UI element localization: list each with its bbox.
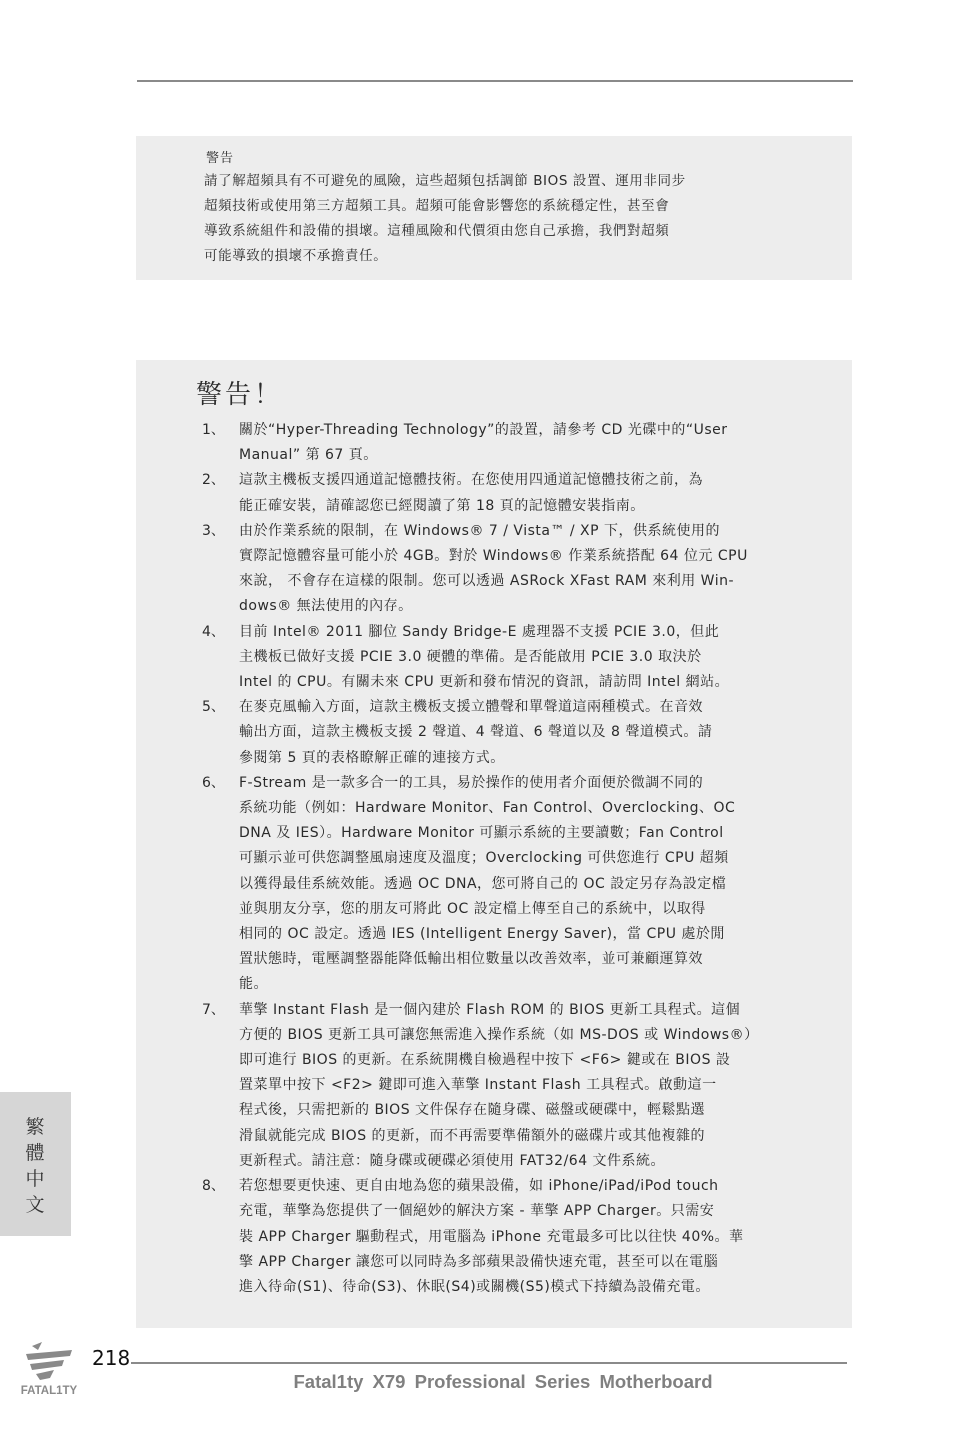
notice-item-number: 6、 xyxy=(202,774,225,791)
warning-box-body xyxy=(204,169,804,269)
notice-item-line: 進入待命(S1)、待命(S3)、休眠(S4)或關機(S5)模式下持續為設備充電。 xyxy=(239,1278,710,1295)
notice-heading: 警告！ xyxy=(196,380,284,410)
notice-item-line: 關於“Hyper-Threading Technology”的設置，請參考 CD 光碟中的“User xyxy=(239,422,728,438)
notice-item-line: 系統功能（例如：Hardware Monitor、Fan Control、Overclocking、OC xyxy=(239,800,736,817)
warning-line: 請了解超頻具有不可避免的風險，這些超頻包括調節 BIOS 設置、運用非同步 xyxy=(204,173,686,189)
notice-item xyxy=(202,1174,852,1300)
notice-item-line: Manual” 第 67 頁。 xyxy=(239,447,378,464)
notice-item-line: 方便的 BIOS 更新工具可讓您無需進入操作系統（如 MS-DOS 或 Windows®） xyxy=(239,1026,759,1043)
notice-item-line: DNA 及 IES）。Hardware Monitor 可顯示系統的主要讀數；Fan Control xyxy=(239,825,724,842)
notice-item-line: 擎 APP Charger 讓您可以同時為多部蘋果設備快速充電，甚至可以在電腦 xyxy=(239,1253,719,1270)
page-number: 218 xyxy=(92,1346,131,1370)
notice-item-number: 7、 xyxy=(202,1001,225,1018)
notice-item-line: 相同的 OC 設定。透過 IES (Intelligent Energy Saver)，當 CPU 處於閒 xyxy=(239,926,725,943)
notice-item-line: 滑鼠就能完成 BIOS 的更新，而不再需要準備額外的磁碟片或其他複雜的 xyxy=(239,1127,706,1144)
notice-item-line: 即可進行 BIOS 的更新。在系統開機自檢過程中按下 <F6> 鍵或在 BIOS 設 xyxy=(239,1052,731,1069)
notice-item xyxy=(202,695,852,771)
notice-item-line: 參閱第 5 頁的表格瞭解正確的連接方式。 xyxy=(239,749,505,766)
notice-item-number: 5、 xyxy=(202,699,225,716)
notice-item xyxy=(202,418,852,468)
notice-item xyxy=(202,998,852,1174)
language-tab-label: 繁體中文 xyxy=(25,1116,45,1216)
notice-item-line: Intel 的 CPU。有關未來 CPU 更新和發布情況的資訊，請訪問 Intel 網站。 xyxy=(239,674,730,691)
notice-item-number: 3、 xyxy=(202,522,225,539)
notice-item-line: 實際記憶體容量可能小於 4GB。對於 Windows® 作業系統搭配 64 位元 CPU xyxy=(239,548,748,565)
notice-item-number: 1、 xyxy=(202,422,225,438)
notice-item-line: F-Stream 是一款多合一的工具，易於操作的使用者介面便於微調不同的 xyxy=(239,774,704,791)
notice-item-line: 若您想要更快速、更自由地為您的蘋果設備，如 iPhone/iPad/iPod touch xyxy=(239,1178,719,1195)
notice-item xyxy=(202,620,852,696)
notice-item-line: 更新程式。請注意：隨身碟或硬碟必須使用 FAT32/64 文件系統。 xyxy=(239,1152,666,1169)
notice-item-number: 2、 xyxy=(202,472,225,489)
warning-line: 導致系統組件和設備的損壞。這種風險和代價須由您自己承擔，我們對超頻 xyxy=(204,223,670,239)
notice-item-line: 可顯示並可供您調整風扇速度及溫度；Overclocking 可供您進行 CPU 超頻 xyxy=(239,850,729,867)
notice-item-line: 在麥克風輸入方面，這款主機板支援立體聲和單聲道這兩種模式。在音效 xyxy=(239,699,703,716)
warning-line: 可能導致的損壞不承擔責任。 xyxy=(204,248,388,264)
notice-item-line: 能正確安裝，請確認您已經閱讀了第 18 頁的記憶體安裝指南。 xyxy=(239,497,645,514)
notice-item-line: 能。 xyxy=(239,976,268,993)
notice-item xyxy=(202,468,852,518)
notice-item-line: 輸出方面，這款主機板支援 2 聲道、4 聲道、6 聲道以及 8 聲道模式。請 xyxy=(239,724,713,741)
bottom-rule xyxy=(131,1362,847,1364)
notice-item-line: 裝 APP Charger 驅動程式，用電腦為 iPhone 充電最多可比以往快 40%。華 xyxy=(239,1228,744,1245)
notice-item-line: 置狀態時，電壓調整器能降低輸出相位數量以改善效率，並可兼顧運算效 xyxy=(239,951,703,968)
notice-item xyxy=(202,519,852,620)
notice-item-line: 由於作業系統的限制，在 Windows® 7 / Vista™ / XP 下，供系統使用的 xyxy=(239,522,721,539)
top-rule xyxy=(137,80,853,82)
language-tab xyxy=(0,1092,71,1236)
logo-text: FATAL1TY xyxy=(20,1385,78,1397)
notice-item-line: 並與朋友分享，您的朋友可將此 OC 設定檔上傳至自己的系統中，以取得 xyxy=(239,900,706,917)
footer-title: Fatal1ty X79 Professional Series Motherboard xyxy=(293,1371,713,1392)
notice-item-line: 以獲得最佳系統效能。透過 OC DNA，您可將自己的 OC 設定另存為設定檔 xyxy=(239,875,727,892)
notice-item-line: 這款主機板支援四通道記憶體技術。在您使用四通道記憶體技術之前，為 xyxy=(239,472,703,489)
notice-item-number: 4、 xyxy=(202,623,225,640)
notice-item-line: 主機板已做好支援 PCIE 3.0 硬體的準備。是否能啟用 PCIE 3.0 取決於 xyxy=(239,648,702,665)
notice-item xyxy=(202,771,852,998)
notice-item-line: dows® 無法使用的內存。 xyxy=(239,598,413,615)
notice-item-number: 8、 xyxy=(202,1178,225,1195)
warning-line: 超頻技術或使用第三方超頻工具。超頻可能會影響您的系統穩定性，甚至會 xyxy=(204,198,670,214)
notice-list xyxy=(202,418,852,1300)
notice-item-line: 華擎 Instant Flash 是一個內建於 Flash ROM 的 BIOS 更新工具程式。這個 xyxy=(239,1001,741,1018)
notice-box xyxy=(136,360,852,1328)
notice-item-line: 置菜單中按下 <F2> 鍵即可進入華擎 Instant Flash 工具程式。啟動這一 xyxy=(239,1077,717,1094)
notice-item-line: 來說， 不會存在這樣的限制。您可以透過 ASRock XFast RAM 來利用 Win- xyxy=(239,573,735,590)
notice-item-line: 程式後，只需把新的 BIOS 文件保存在隨身碟、磁盤或硬碟中，輕鬆點選 xyxy=(239,1102,706,1119)
notice-item-line: 充電，華擎為您提供了一個絕妙的解決方案 - 華擎 APP Charger。只需安 xyxy=(239,1203,715,1220)
warning-box-title: 警告 xyxy=(206,151,235,166)
notice-item-line: 目前 Intel® 2011 腳位 Sandy Bridge-E 處理器不支援 PCIE 3.0，但此 xyxy=(239,623,720,640)
warning-box xyxy=(136,136,852,280)
